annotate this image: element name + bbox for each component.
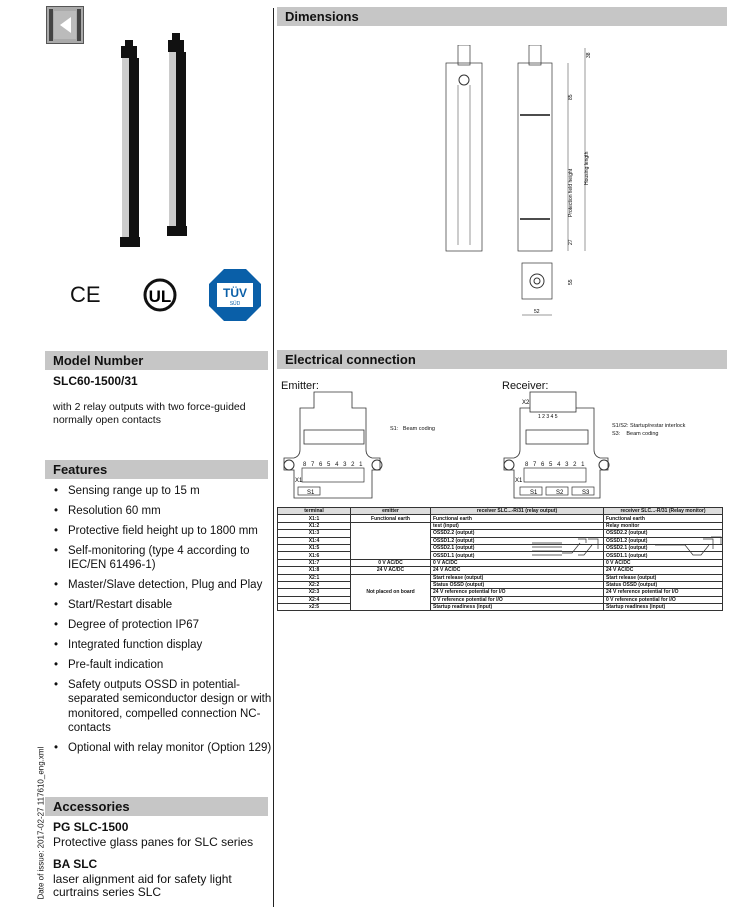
electrical-header: Electrical connection (277, 350, 727, 369)
feature-item: • Safety outputs OSSD in potential-separated semiconductor design or with monitored, compelled connection NC-contacts (52, 678, 274, 736)
table-cell: Relay monitor (604, 522, 723, 529)
table-cell: 0 V AC/DC (431, 559, 604, 566)
receiver-connector-diagram (500, 390, 610, 500)
svg-text:SÜD: SÜD (229, 301, 241, 307)
dim-width: 52 (534, 309, 540, 315)
table-cell: 24 V reference potential for I/O (431, 589, 604, 596)
table-cell: OSSD2.2 (output) (604, 530, 723, 537)
switch-label: S1 (530, 490, 538, 496)
table-cell: Not placed on board (351, 574, 431, 611)
dimension-drawing (430, 45, 600, 320)
pin: 4 (335, 462, 339, 468)
table-cell: test (input) (431, 522, 604, 529)
triangle-left-icon (47, 7, 83, 43)
table-cell: OSSD1.2 (output) (431, 537, 604, 544)
svg-text:UL: UL (148, 287, 172, 306)
column-divider (273, 8, 274, 907)
ce-mark: CE (70, 282, 101, 307)
accessory-name: BA SLC (53, 857, 98, 871)
feature-item: • Optional with relay monitor (Option 129) (52, 741, 274, 756)
table-row (278, 581, 723, 588)
receiver-x1-pin-numbers: 8 7 6 5 4 3 2 1 (525, 462, 585, 468)
table-cell: X2:2 (278, 581, 351, 588)
feature-item: • Self-monitoring (type 4 according to IEC/EN 61496-1) (52, 544, 274, 573)
product-image (115, 30, 195, 250)
col-header: terminal (278, 508, 351, 515)
table-cell (351, 544, 431, 551)
table-cell (351, 537, 431, 544)
table-cell: 24 V AC/DC (431, 567, 604, 574)
table-cell: OSSD1.2 (output) (604, 537, 723, 544)
col-header: receiver SLC...-R/31 (Relay monitor) (604, 508, 723, 515)
table-cell: 24 V AC/DC (604, 567, 723, 574)
model-number-header: Model Number (45, 351, 268, 370)
feature-item: • Pre-fault indication (52, 658, 274, 673)
table-cell: 0 V reference potential for I/O (604, 596, 723, 603)
features-list (52, 484, 274, 761)
receiver-label: Receiver: (502, 380, 549, 392)
table-cell (351, 530, 431, 537)
table-cell (351, 522, 431, 529)
table-cell: X1:2 (278, 522, 351, 529)
table-cell: X2:1 (278, 574, 351, 581)
x1-label: X1 (295, 478, 303, 484)
table-cell: OSSD2.2 (output) (431, 530, 604, 537)
table-cell (351, 552, 431, 559)
dim-bottom: 27 (568, 239, 574, 245)
dim-upper: 85 (568, 94, 574, 100)
dim-housing: Housing length (584, 151, 590, 185)
x1-label: X1 (515, 478, 523, 484)
table-row (278, 574, 723, 581)
table-cell: X1:1 (278, 515, 351, 522)
table-cell: X1:3 (278, 530, 351, 537)
table-cell: OSSD1.1 (output) (604, 552, 723, 559)
table-cell: Status OSSD (output) (431, 581, 604, 588)
receiver-legend: S1/S2: Startup/restar interlock S3: Beam coding (612, 423, 686, 437)
relay-monitor-contact-symbol (655, 535, 723, 565)
x1-pin-numbers (303, 459, 362, 472)
table-cell: Functional earth (431, 515, 604, 522)
table-cell: OSSD2.1 (output) (604, 544, 723, 551)
x2-pin-numbers: 1 2 3 4 5 (538, 414, 558, 420)
table-cell: 0 V AC/DC (351, 559, 431, 566)
table-cell: Start release (output) (604, 574, 723, 581)
table-cell: Status OSSD (output) (604, 581, 723, 588)
dimensions-header: Dimensions (277, 7, 727, 26)
table-cell: OSSD2.1 (output) (431, 544, 604, 551)
feature-item: • Master/Slave detection, Plug and Play (52, 578, 274, 593)
feature-item: • Resolution 60 mm (52, 504, 274, 519)
dim-depth: 55 (568, 279, 574, 285)
table-cell: X2:3 (278, 589, 351, 596)
accessory-desc: laser alignment aid for safety light curtrains series SLC (53, 872, 232, 899)
table-cell: X1:7 (278, 559, 351, 566)
table-cell: X1:5 (278, 544, 351, 551)
relay-contact-symbol (532, 535, 600, 565)
pin: 2 (351, 462, 355, 468)
issue-date: Date of issue: 2017-02-27 117610_eng.xml (36, 746, 46, 900)
switch-label: S1 (307, 490, 315, 496)
dim-top: 38 (586, 52, 592, 58)
pin: 7 (311, 462, 315, 468)
table-cell: Startup readiness (input) (431, 604, 604, 611)
table-row (278, 567, 723, 574)
table-cell: Startup readiness (input) (604, 604, 723, 611)
accessories-header: Accessories (45, 797, 268, 816)
table-cell: OSSD1.1 (output) (431, 552, 604, 559)
emitter-connector-diagram (280, 390, 385, 500)
table-cell: X1:8 (278, 567, 351, 574)
model-description: with 2 relay outputs with two force-guided normally open contacts (53, 401, 246, 426)
accessory-name: PG SLC-1500 (53, 820, 129, 834)
pin: 1 (359, 462, 363, 468)
pin: 8 (303, 462, 307, 468)
table-row (278, 604, 723, 611)
feature-item: • Integrated function display (52, 638, 274, 653)
table-cell: X2:4 (278, 596, 351, 603)
table-row (278, 522, 723, 529)
switch-label: S2 (556, 490, 564, 496)
pin: 6 (319, 462, 323, 468)
table-cell: 0 V reference potential for I/O (431, 596, 604, 603)
accessory-desc: Protective glass panes for SLC series (53, 835, 254, 849)
legend-key: S1: (390, 426, 399, 432)
model-number: SLC60-1500/31 (53, 374, 138, 388)
switch-label: S3 (582, 490, 590, 496)
table-row (278, 515, 723, 522)
tuv-mark (208, 268, 262, 322)
back-button[interactable] (46, 6, 84, 44)
col-header: emitter (351, 508, 431, 515)
feature-item: • Degree of protection IP67 (52, 618, 274, 633)
table-cell: 24 V AC/DC (351, 567, 431, 574)
table-cell: 0 V AC/DC (604, 559, 723, 566)
x2-label: X2 (522, 400, 530, 406)
feature-item: • Protective field height up to 1800 mm (52, 524, 274, 539)
emitter-label: Emitter: (281, 380, 319, 392)
legend-value: Beam coding (402, 426, 435, 432)
col-header: receiver SLC...-R/31 (relay output) (431, 508, 604, 515)
ul-mark (142, 277, 178, 313)
feature-item: • Sensing range up to 15 m (52, 484, 274, 499)
table-cell: Functional earth (351, 515, 431, 522)
feature-item: • Start/Restart disable (52, 598, 274, 613)
features-header: Features (45, 460, 268, 479)
pin: 5 (327, 462, 331, 468)
emitter-legend (390, 423, 435, 436)
pin: 3 (343, 462, 347, 468)
table-row (278, 596, 723, 603)
table-row (278, 589, 723, 596)
table-cell: x2:5 (278, 604, 351, 611)
svg-text:TÜV: TÜV (223, 286, 247, 300)
table-cell: Functional earth (604, 515, 723, 522)
dim-field: Protection field height (568, 168, 574, 217)
table-cell: X1:6 (278, 552, 351, 559)
table-cell: X1:4 (278, 537, 351, 544)
table-cell: Start release (output) (431, 574, 604, 581)
table-cell: 24 V reference potential for I/O (604, 589, 723, 596)
